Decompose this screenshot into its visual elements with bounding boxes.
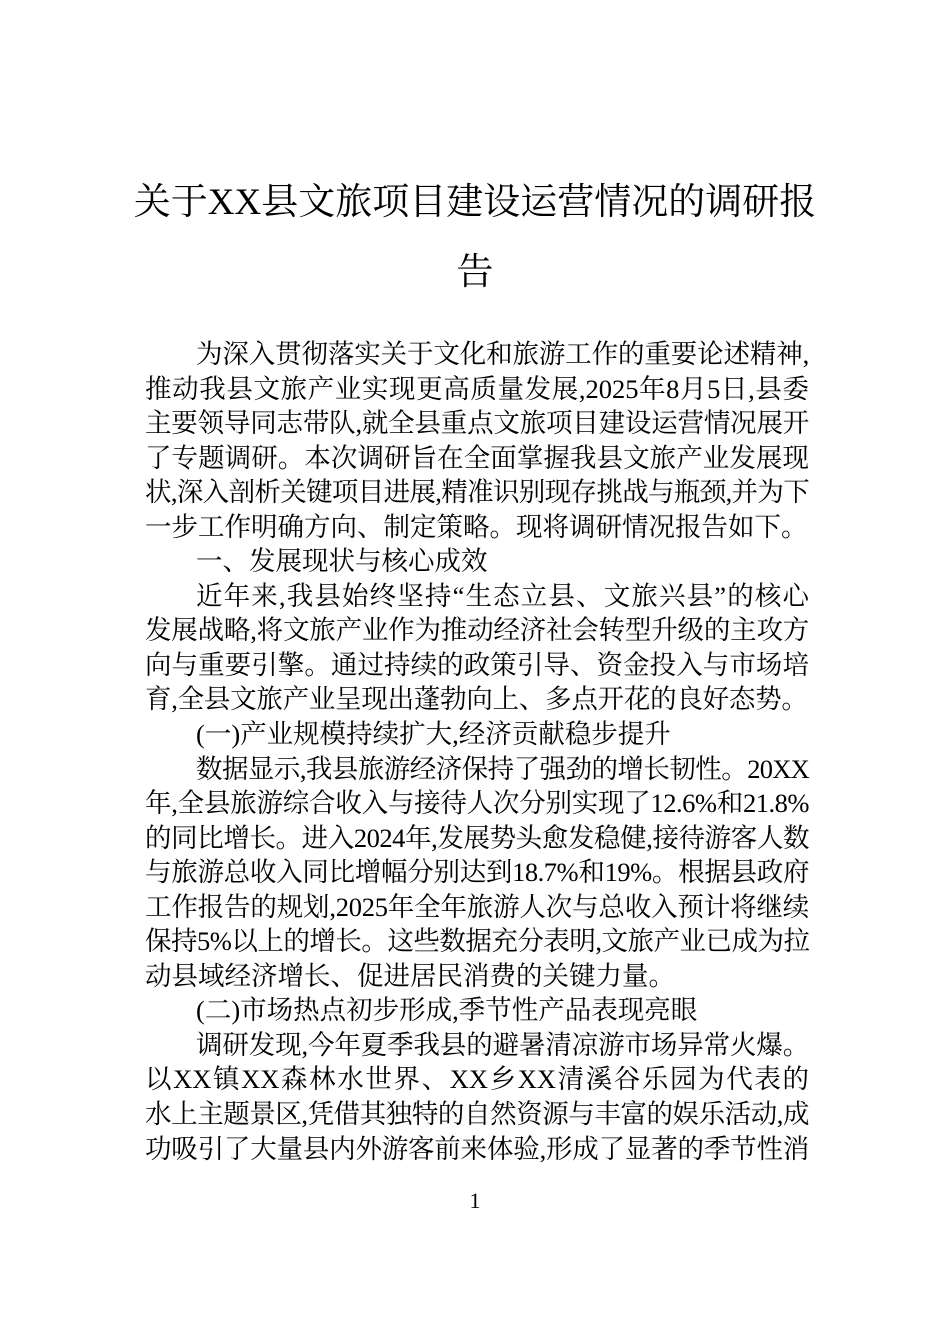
text-line: 推动我县文旅产业实现更高质量发展,2025年8月5日,县委 [145,373,809,404]
paragraph [145,579,809,717]
text-line: 发展战略,将文旅产业作为推动经济社会转型升级的主攻方 [145,615,809,646]
text-line: 调研发现,今年夏季我县的避暑清凉游市场异常火爆。 [196,1029,809,1060]
text-line: 了专题调研。本次调研旨在全面掌握我县文旅产业发展现 [145,442,809,473]
title-line-1: 关于XX县文旅项目建设运营情况的调研报 [133,182,817,223]
text-line: 状,深入剖析关键项目进展,精准识别现存挑战与瓶颈,并为下 [145,477,809,508]
text-line: 主要领导同志带队,就全县重点文旅项目建设运营情况展开 [145,408,809,439]
text-line: (二)市场热点初步形成,季节性产品表现亮眼 [196,995,698,1026]
text-line: 工作报告的规划,2025年全年旅游人次与总收入预计将继续 [145,891,809,922]
text-line: 向与重要引擎。通过持续的政策引导、资金投入与市场培 [145,649,809,680]
paragraph [145,544,809,579]
paragraph [145,717,809,752]
text-line: 以XX镇XX森林水世界、XX乡XX清溪谷乐园为代表的 [145,1064,809,1095]
page-number: 1 [469,1188,481,1213]
document-body [145,337,809,1166]
text-line: 与旅游总收入同比增幅分别达到18.7%和19%。根据县政府 [145,857,809,888]
paragraph [145,993,809,1028]
paragraph [145,337,809,544]
text-line: 动县域经济增长、促进居民消费的关键力量。 [145,960,675,991]
text-line: 的同比增长。进入2024年,发展势头愈发稳健,接待游客人数 [145,822,809,853]
text-line: 水上主题景区,凭借其独特的自然资源与丰富的娱乐活动,成 [145,1099,809,1130]
text-line: 功吸引了大量县内外游客前来体验,形成了显著的季节性消 [145,1133,809,1164]
text-line: 一步工作明确方向、制定策略。现将调研情况报告如下。 [145,511,808,542]
text-line: 年,全县旅游综合收入与接待人次分别实现了12.6%和21.8% [145,788,809,819]
title-line-2: 告 [456,252,494,293]
text-line: 数据显示,我县旅游经济保持了强劲的增长韧性。20XX [196,753,809,784]
paragraph [145,1028,809,1166]
text-line: 一、发展现状与核心成效 [196,546,488,577]
text-line: (一)产业规模持续扩大,经济贡献稳步提升 [196,719,671,750]
document-title [0,168,950,308]
text-line: 育,全县文旅产业呈现出蓬勃向上、多点开花的良好态势。 [145,684,808,715]
text-line: 保持5%以上的增长。这些数据充分表明,文旅产业已成为拉 [145,926,810,957]
text-line: 近年来,我县始终坚持“生态立县、文旅兴县”的核心 [196,580,809,611]
paragraph [145,752,809,994]
text-line: 为深入贯彻落实关于文化和旅游工作的重要论述精神, [196,339,809,369]
